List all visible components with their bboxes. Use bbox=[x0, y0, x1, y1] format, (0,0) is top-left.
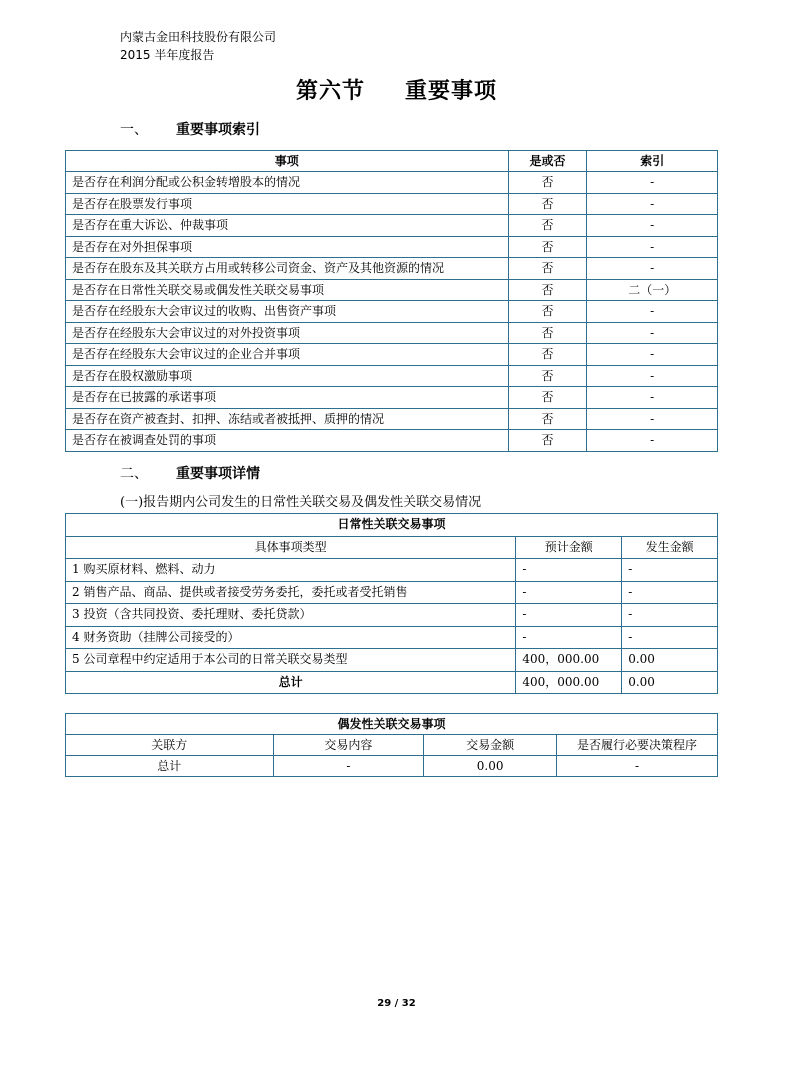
index-ref-cell: 二（一） bbox=[587, 279, 718, 301]
daily-actual-cell: - bbox=[622, 626, 718, 649]
section1-heading bbox=[120, 121, 260, 139]
index-item-cell: 是否存在经股东大会审议过的收购、出售资产事项 bbox=[66, 301, 509, 323]
index-item-cell: 是否存在股东及其关联方占用或转移公司资金、资产及其他资源的情况 bbox=[66, 258, 509, 280]
occasional-table-header bbox=[66, 735, 718, 756]
index-yesno-cell: 否 bbox=[508, 215, 587, 237]
index-ref-cell: - bbox=[587, 236, 718, 258]
daily-estimated-cell: - bbox=[516, 604, 622, 627]
daily-transactions-table bbox=[65, 513, 718, 694]
index-yesno-cell: 否 bbox=[508, 344, 587, 366]
table-row bbox=[66, 301, 718, 323]
index-item-cell: 是否存在被调查处罚的事项 bbox=[66, 430, 509, 452]
table-row bbox=[66, 408, 718, 430]
daily-header-actual: 发生金额 bbox=[622, 536, 718, 559]
index-item-cell: 是否存在股权激励事项 bbox=[66, 365, 509, 387]
daily-type-cell: 2 销售产品、商品、提供或者接受劳务委托，委托或者受托销售 bbox=[66, 581, 516, 604]
index-ref-cell: - bbox=[587, 258, 718, 280]
table-row bbox=[66, 215, 718, 237]
index-item-cell: 是否存在经股东大会审议过的企业合并事项 bbox=[66, 344, 509, 366]
index-item-cell: 是否存在日常性关联交易或偶发性关联交易事项 bbox=[66, 279, 509, 301]
occasional-total-procedure: - bbox=[557, 756, 718, 777]
index-yesno-cell: 否 bbox=[508, 430, 587, 452]
index-yesno-cell: 否 bbox=[508, 365, 587, 387]
occasional-total-row bbox=[66, 756, 718, 777]
index-header-item: 事项 bbox=[66, 151, 509, 172]
index-table-header bbox=[66, 151, 718, 172]
occasional-total-amount: 0.00 bbox=[424, 756, 557, 777]
daily-header-type: 具体事项类型 bbox=[66, 536, 516, 559]
table-row bbox=[66, 322, 718, 344]
index-yesno-cell: 否 bbox=[508, 172, 587, 194]
index-ref-cell: - bbox=[587, 193, 718, 215]
index-ref-cell: - bbox=[587, 430, 718, 452]
index-item-cell: 是否存在对外担保事项 bbox=[66, 236, 509, 258]
occasional-header-amount: 交易金额 bbox=[424, 735, 557, 756]
table-row bbox=[66, 193, 718, 215]
table-row bbox=[66, 172, 718, 194]
daily-table-header bbox=[66, 536, 718, 559]
daily-table-title-row bbox=[66, 514, 718, 537]
table-row bbox=[66, 604, 718, 627]
daily-actual-cell: - bbox=[622, 559, 718, 582]
daily-estimated-cell: - bbox=[516, 559, 622, 582]
occasional-transactions-table bbox=[65, 713, 718, 777]
daily-estimated-cell: 400，000.00 bbox=[516, 649, 622, 672]
page-number: 29 / 32 bbox=[377, 998, 416, 1009]
index-ref-cell: - bbox=[587, 301, 718, 323]
table-row bbox=[66, 626, 718, 649]
daily-type-cell: 1 购买原材料、燃料、动力 bbox=[66, 559, 516, 582]
daily-estimated-cell: - bbox=[516, 581, 622, 604]
index-item-cell: 是否存在重大诉讼、仲裁事项 bbox=[66, 215, 509, 237]
index-ref-cell: - bbox=[587, 387, 718, 409]
table-row bbox=[66, 279, 718, 301]
index-ref-cell: - bbox=[587, 408, 718, 430]
index-item-cell: 是否存在股票发行事项 bbox=[66, 193, 509, 215]
occasional-table-title-row bbox=[66, 714, 718, 735]
table-row bbox=[66, 387, 718, 409]
table-row bbox=[66, 581, 718, 604]
table-row bbox=[66, 236, 718, 258]
header-report: 2015 半年度报告 bbox=[120, 48, 215, 62]
occasional-table-title: 偶发性关联交易事项 bbox=[66, 714, 718, 735]
index-yesno-cell: 否 bbox=[508, 408, 587, 430]
title-part1: 第六节 bbox=[295, 79, 365, 104]
title-part2: 重要事项 bbox=[405, 79, 498, 104]
daily-actual-cell: - bbox=[622, 581, 718, 604]
index-header-ref: 索引 bbox=[587, 151, 718, 172]
daily-total-label: 总计 bbox=[66, 671, 516, 694]
index-ref-cell: - bbox=[587, 344, 718, 366]
section2-heading bbox=[120, 465, 260, 483]
occasional-total-label: 总计 bbox=[66, 756, 274, 777]
subsection-title: (一)报告期内公司发生的日常性关联交易及偶发性关联交易情况 bbox=[120, 495, 482, 510]
index-item-cell: 是否存在已披露的承诺事项 bbox=[66, 387, 509, 409]
index-header-yesno: 是或否 bbox=[508, 151, 587, 172]
index-ref-cell: - bbox=[587, 172, 718, 194]
page-title bbox=[0, 74, 793, 105]
header-company: 内蒙古金田科技股份有限公司 bbox=[120, 30, 277, 44]
section1-title: 重要事项索引 bbox=[176, 122, 260, 138]
occasional-header-party: 关联方 bbox=[66, 735, 274, 756]
index-yesno-cell: 否 bbox=[508, 387, 587, 409]
daily-total-row bbox=[66, 671, 718, 694]
daily-estimated-cell: - bbox=[516, 626, 622, 649]
index-item-cell: 是否存在资产被查封、扣押、冻结或者被抵押、质押的情况 bbox=[66, 408, 509, 430]
index-item-cell: 是否存在经股东大会审议过的对外投资事项 bbox=[66, 322, 509, 344]
index-table bbox=[65, 150, 718, 452]
section2-num: 二、 bbox=[120, 466, 148, 482]
daily-total-estimated: 400，000.00 bbox=[516, 671, 622, 694]
daily-type-cell: 5 公司章程中约定适用于本公司的日常关联交易类型 bbox=[66, 649, 516, 672]
table-row bbox=[66, 365, 718, 387]
occasional-total-content: - bbox=[273, 756, 424, 777]
occasional-header-content: 交易内容 bbox=[273, 735, 424, 756]
index-yesno-cell: 否 bbox=[508, 322, 587, 344]
table-row bbox=[66, 649, 718, 672]
index-yesno-cell: 否 bbox=[508, 279, 587, 301]
occasional-header-procedure: 是否履行必要决策程序 bbox=[557, 735, 718, 756]
daily-type-cell: 3 投资（含共同投资、委托理财、委托贷款） bbox=[66, 604, 516, 627]
daily-total-actual: 0.00 bbox=[622, 671, 718, 694]
index-ref-cell: - bbox=[587, 365, 718, 387]
daily-table-title: 日常性关联交易事项 bbox=[66, 514, 718, 537]
table-row bbox=[66, 344, 718, 366]
index-yesno-cell: 否 bbox=[508, 236, 587, 258]
daily-actual-cell: 0.00 bbox=[622, 649, 718, 672]
daily-header-estimated: 预计金额 bbox=[516, 536, 622, 559]
index-ref-cell: - bbox=[587, 215, 718, 237]
section1-num: 一、 bbox=[120, 122, 148, 138]
daily-type-cell: 4 财务资助（挂牌公司接受的） bbox=[66, 626, 516, 649]
index-item-cell: 是否存在利润分配或公积金转增股本的情况 bbox=[66, 172, 509, 194]
daily-actual-cell: - bbox=[622, 604, 718, 627]
table-row bbox=[66, 258, 718, 280]
table-row bbox=[66, 559, 718, 582]
index-yesno-cell: 否 bbox=[508, 193, 587, 215]
table-row bbox=[66, 430, 718, 452]
section2-title: 重要事项详情 bbox=[176, 466, 260, 482]
index-ref-cell: - bbox=[587, 322, 718, 344]
index-yesno-cell: 否 bbox=[508, 258, 587, 280]
index-yesno-cell: 否 bbox=[508, 301, 587, 323]
